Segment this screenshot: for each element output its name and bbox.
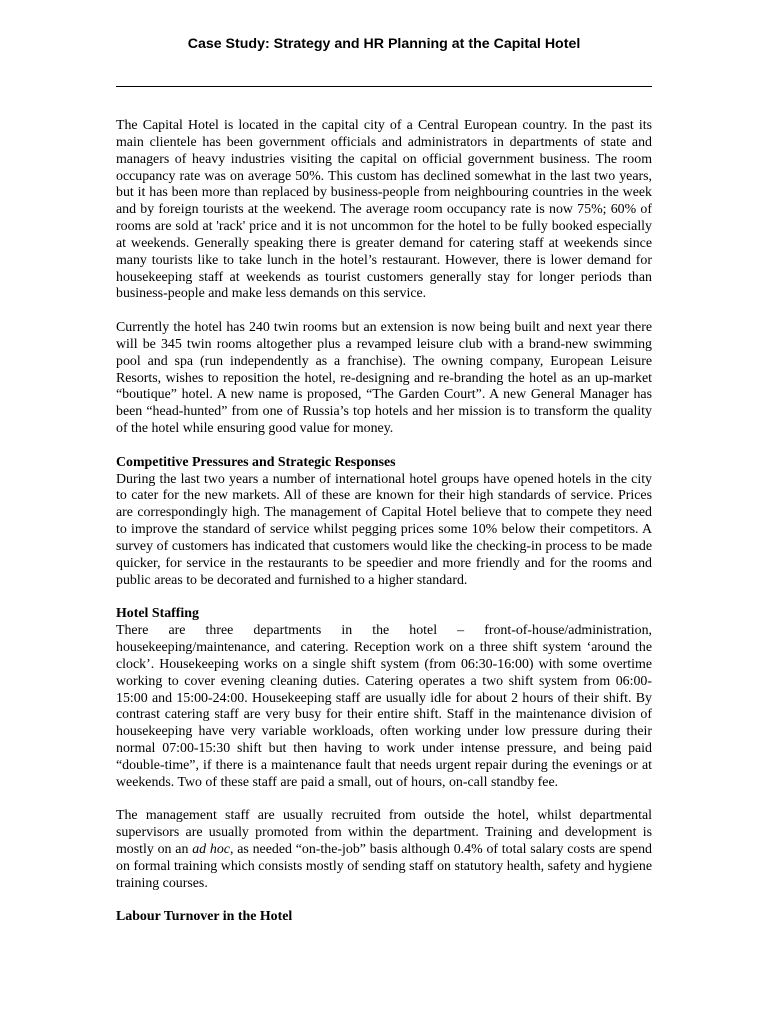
document-body [116,118,652,926]
paragraph-management [116,808,652,892]
management-text-italic: ad hoc [192,842,230,858]
heading-hotel-staffing: Hotel Staffing [116,606,199,622]
document-title: Case Study: Strategy and HR Planning at the Capital Hotel [187,36,581,52]
management-text-start: The management staff are usually recruited from outside the hotel, whilst departmental supervisors are usually promoted from within the department. Training and development is mostly on an [116,808,652,858]
heading-competitive-pressures: Competitive Pressures and Strategic Responses [116,454,396,470]
paragraph-expansion: Currently the hotel has 240 twin rooms but an extension is now being built and next year there will be 345 twin rooms altogether plus a revamped leisure club with a brand-new swimming pool and spa (run independently as a franchise). The owning company, European Leisure Resorts, wishes to reposition the hotel, re-designing and re-branding the hotel as an up-market “boutique” hotel. A new name is proposed, “The Garden Court”. A new General Manager has been “head-hunted” from one of Russia’s top hotels and her mission is to transform the quality of the hotel while ensuring good value for money. [116,320,652,437]
paragraph-staffing: There are three departments in the hotel – front-of-house/administration, housekeeping/maintenance, and catering. Reception work on a three shift system ‘around the clock’. Housekeeping works on a single shift system (from 06:30-16:00) with some overtime working to cover evening cleaning duties. Catering operates a two shift system from 06:00-15:00 and 15:00-24:00. Housekeeping staff are usually idle for about 2 hours of their shift. By contrast catering staff are very busy for their entire shift. Staff in the maintenance division of housekeeping have very variable workloads, often working under low pressure during their normal 07:00-15:30 shift but then having to work under intense pressure, and being paid “double-time”, if there is a maintenance fault that needs urgent repair during the evenings or at weekends. Two of these staff are paid a small, out of hours, on-call standby fee. [116,623,652,790]
paragraph-intro: The Capital Hotel is located in the capital city of a Central European country. In the past its main clientele has been government officials and administrators in departments of state and managers of heavy industries visiting the capital on official government business. The room occupancy rate was on average 50%. This custom has declined somewhat in the last two years, but it has been more than replaced by business-people from neighbouring countries in the week and by foreign tourists at the weekend. The average room occupancy rate is now 75%; 60% of rooms are sold at 'rack' price and it is not uncommon for the hotel to be fully booked especially at weekends. Generally speaking there is greater demand for catering staff at weekends since many tourists like to take lunch in the hotel’s restaurant. However, there is lower demand for housekeeping staff at weekends as tourist customers generally stay for longer periods than business-people and make less demands on this service. [116,118,652,302]
management-text-end: , as needed “on-the-job” basis although 0.4% of total salary costs are spend on formal training which consists mostly of sending staff on statutory health, safety and hygiene training courses. [116,842,652,891]
heading-labour-turnover: Labour Turnover in the Hotel [116,909,293,925]
paragraph-competitive: During the last two years a number of international hotel groups have opened hotels in the city to cater for the new markets. All of these are known for their high standards of service. Prices are correspondingly high. The management of Capital Hotel believe that to compete they need to improve the standard of service whilst pegging prices some 10% below their competitors. A survey of customers has indicated that customers would like the checking-in process to be made quicker, for service in the restaurants to be speedier and more friendly and for the rooms and public areas to be decorated and furnished to a higher standard. [116,471,652,588]
title-divider [116,86,652,87]
